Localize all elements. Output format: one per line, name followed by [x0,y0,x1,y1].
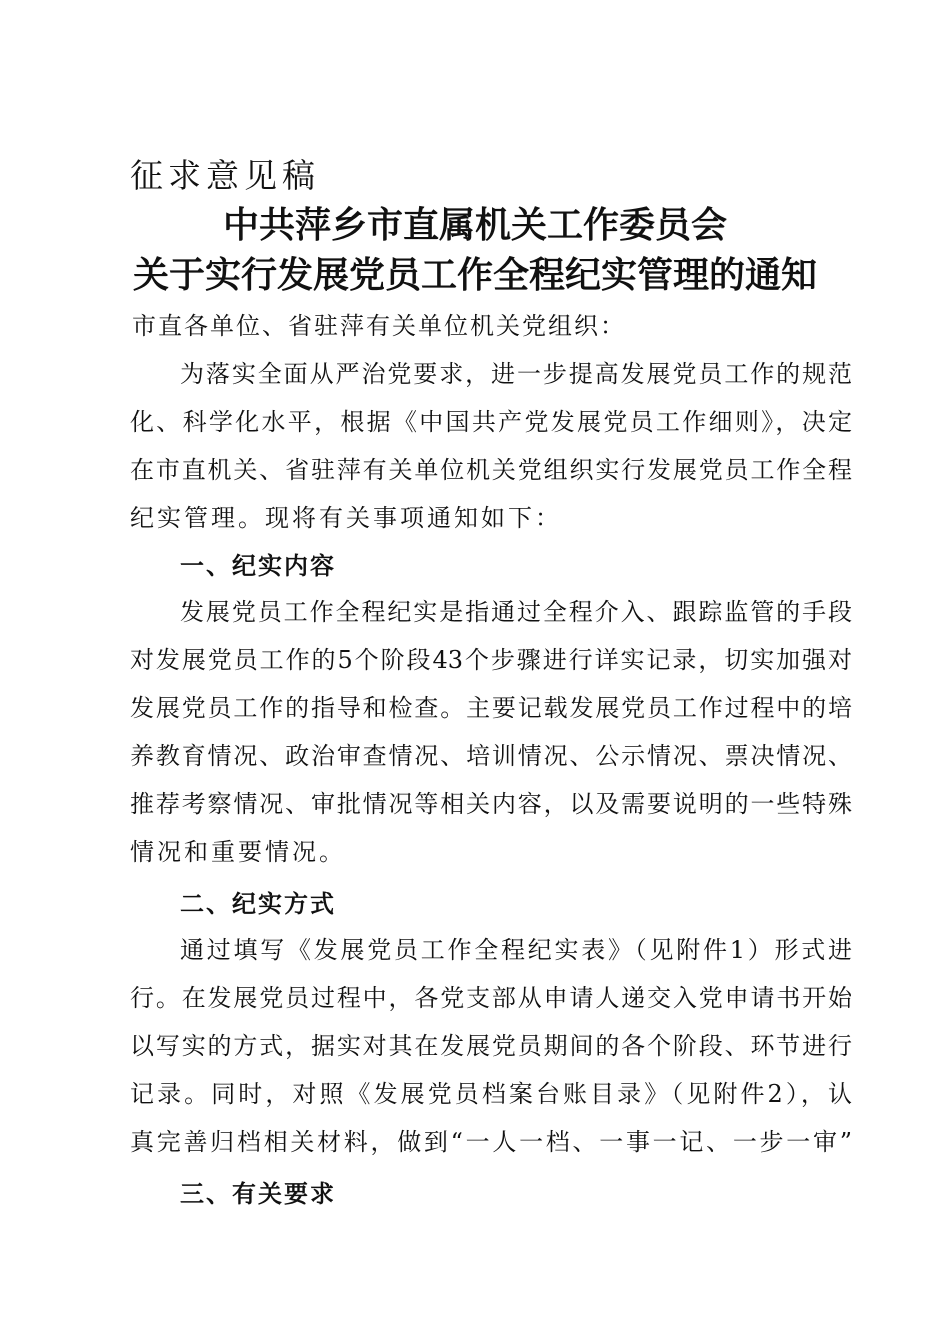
intro-line: 为落实全面从严治党要求，进一步提高发展党员工作的规范 [180,360,852,388]
section1-line: 情况和重要情况。 [130,838,346,866]
intro-line: 在市直机关、省驻萍有关单位机关党组织实行发展党员工作全程 [130,456,852,484]
salutation: 市直各单位、省驻萍有关单位机关党组织： [132,312,626,340]
draft-label: 征求意见稿 [130,156,320,195]
document-title-line-2: 关于实行发展党员工作全程纪实管理的通知 [132,255,817,296]
intro-line: 化、科学化水平，根据《中国共产党发展党员工作细则》，决定 [130,408,852,436]
section1-line: 发展党员工作全程纪实是指通过全程介入、跟踪监管的手段 [180,598,852,626]
document-title-line-1: 中共萍乡市直属机关工作委员会 [222,205,727,246]
section1-line: 养教育情况、政治审查情况、培训情况、公示情况、票决情况、 [130,742,852,770]
section2-line: 以写实的方式，据实对其在发展党员期间的各个阶段、环节进行 [130,1032,852,1060]
intro-line: 纪实管理。现将有关事项通知如下： [130,504,562,532]
section-heading-2: 二、纪实方式 [180,890,336,918]
section2-line: 真完善归档相关材料，做到“一人一档、一事一记、一步一审” [130,1128,852,1156]
section1-line: 对发展党员工作的5个阶段43个步骤进行详实记录，切实加强对 [130,646,852,674]
section-heading-1: 一、纪实内容 [180,552,336,580]
section2-line: 记录。同时，对照《发展党员档案台账目录》（见附件2），认 [130,1080,852,1108]
section2-line: 行。在发展党员过程中，各党支部从申请人递交入党申请书开始 [130,984,852,1012]
section-heading-3: 三、有关要求 [180,1180,336,1208]
section1-line: 发展党员工作的指导和检查。主要记载发展党员工作过程中的培 [130,694,852,722]
section1-line: 推荐考察情况、审批情况等相关内容，以及需要说明的一些特殊 [130,790,852,818]
section2-line: 通过填写《发展党员工作全程纪实表》（见附件1）形式进 [180,936,852,964]
